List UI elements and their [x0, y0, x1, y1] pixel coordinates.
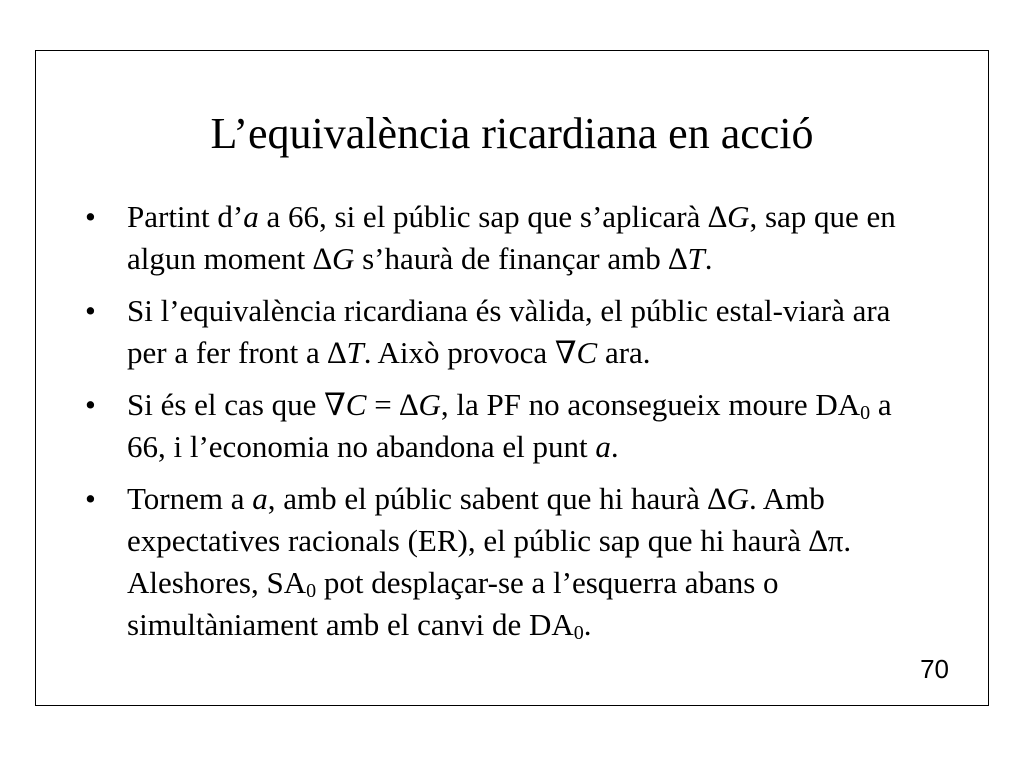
bullet-item	[85, 478, 935, 646]
bullet-icon: •	[85, 293, 96, 328]
page-number: 70	[920, 654, 949, 684]
bullet-item	[85, 384, 935, 468]
bullet-item	[85, 196, 935, 280]
bullet-list	[85, 196, 935, 656]
bullet-text: Si és el cas que ∇C = ∆G, la PF no aconsegueix moure $DA_0$ a 66, i l’economia no abandona el punt a.	[127, 387, 892, 464]
bullet-text: Si l’equivalència ricardiana és vàlida, el públic estal-viarà ara per a fer front a ∆T. Això provoca ∇C ara.	[127, 293, 891, 370]
bullet-item	[85, 290, 935, 374]
bullet-icon: •	[85, 481, 96, 516]
bullet-icon: •	[85, 387, 96, 422]
bullet-icon: •	[85, 199, 96, 234]
bullet-text: Tornem a a, amb el públic sabent que hi haurà ∆G. Amb expectatives racionals (ER), el públic sap que hi haurà ∆π. Aleshores, $SA_0$ pot desplaçar-se a l’esquerra abans o simultàniament amb el canvi de $DA_0$.	[127, 481, 852, 644]
slide-title: L’equivalència ricardiana en acció	[210, 109, 814, 158]
bullet-text: Partint d’a a 66, si el públic sap que s’aplicarà ∆G, sap que en algun moment ∆G s’haurà de finançar amb ∆T.	[127, 199, 896, 276]
